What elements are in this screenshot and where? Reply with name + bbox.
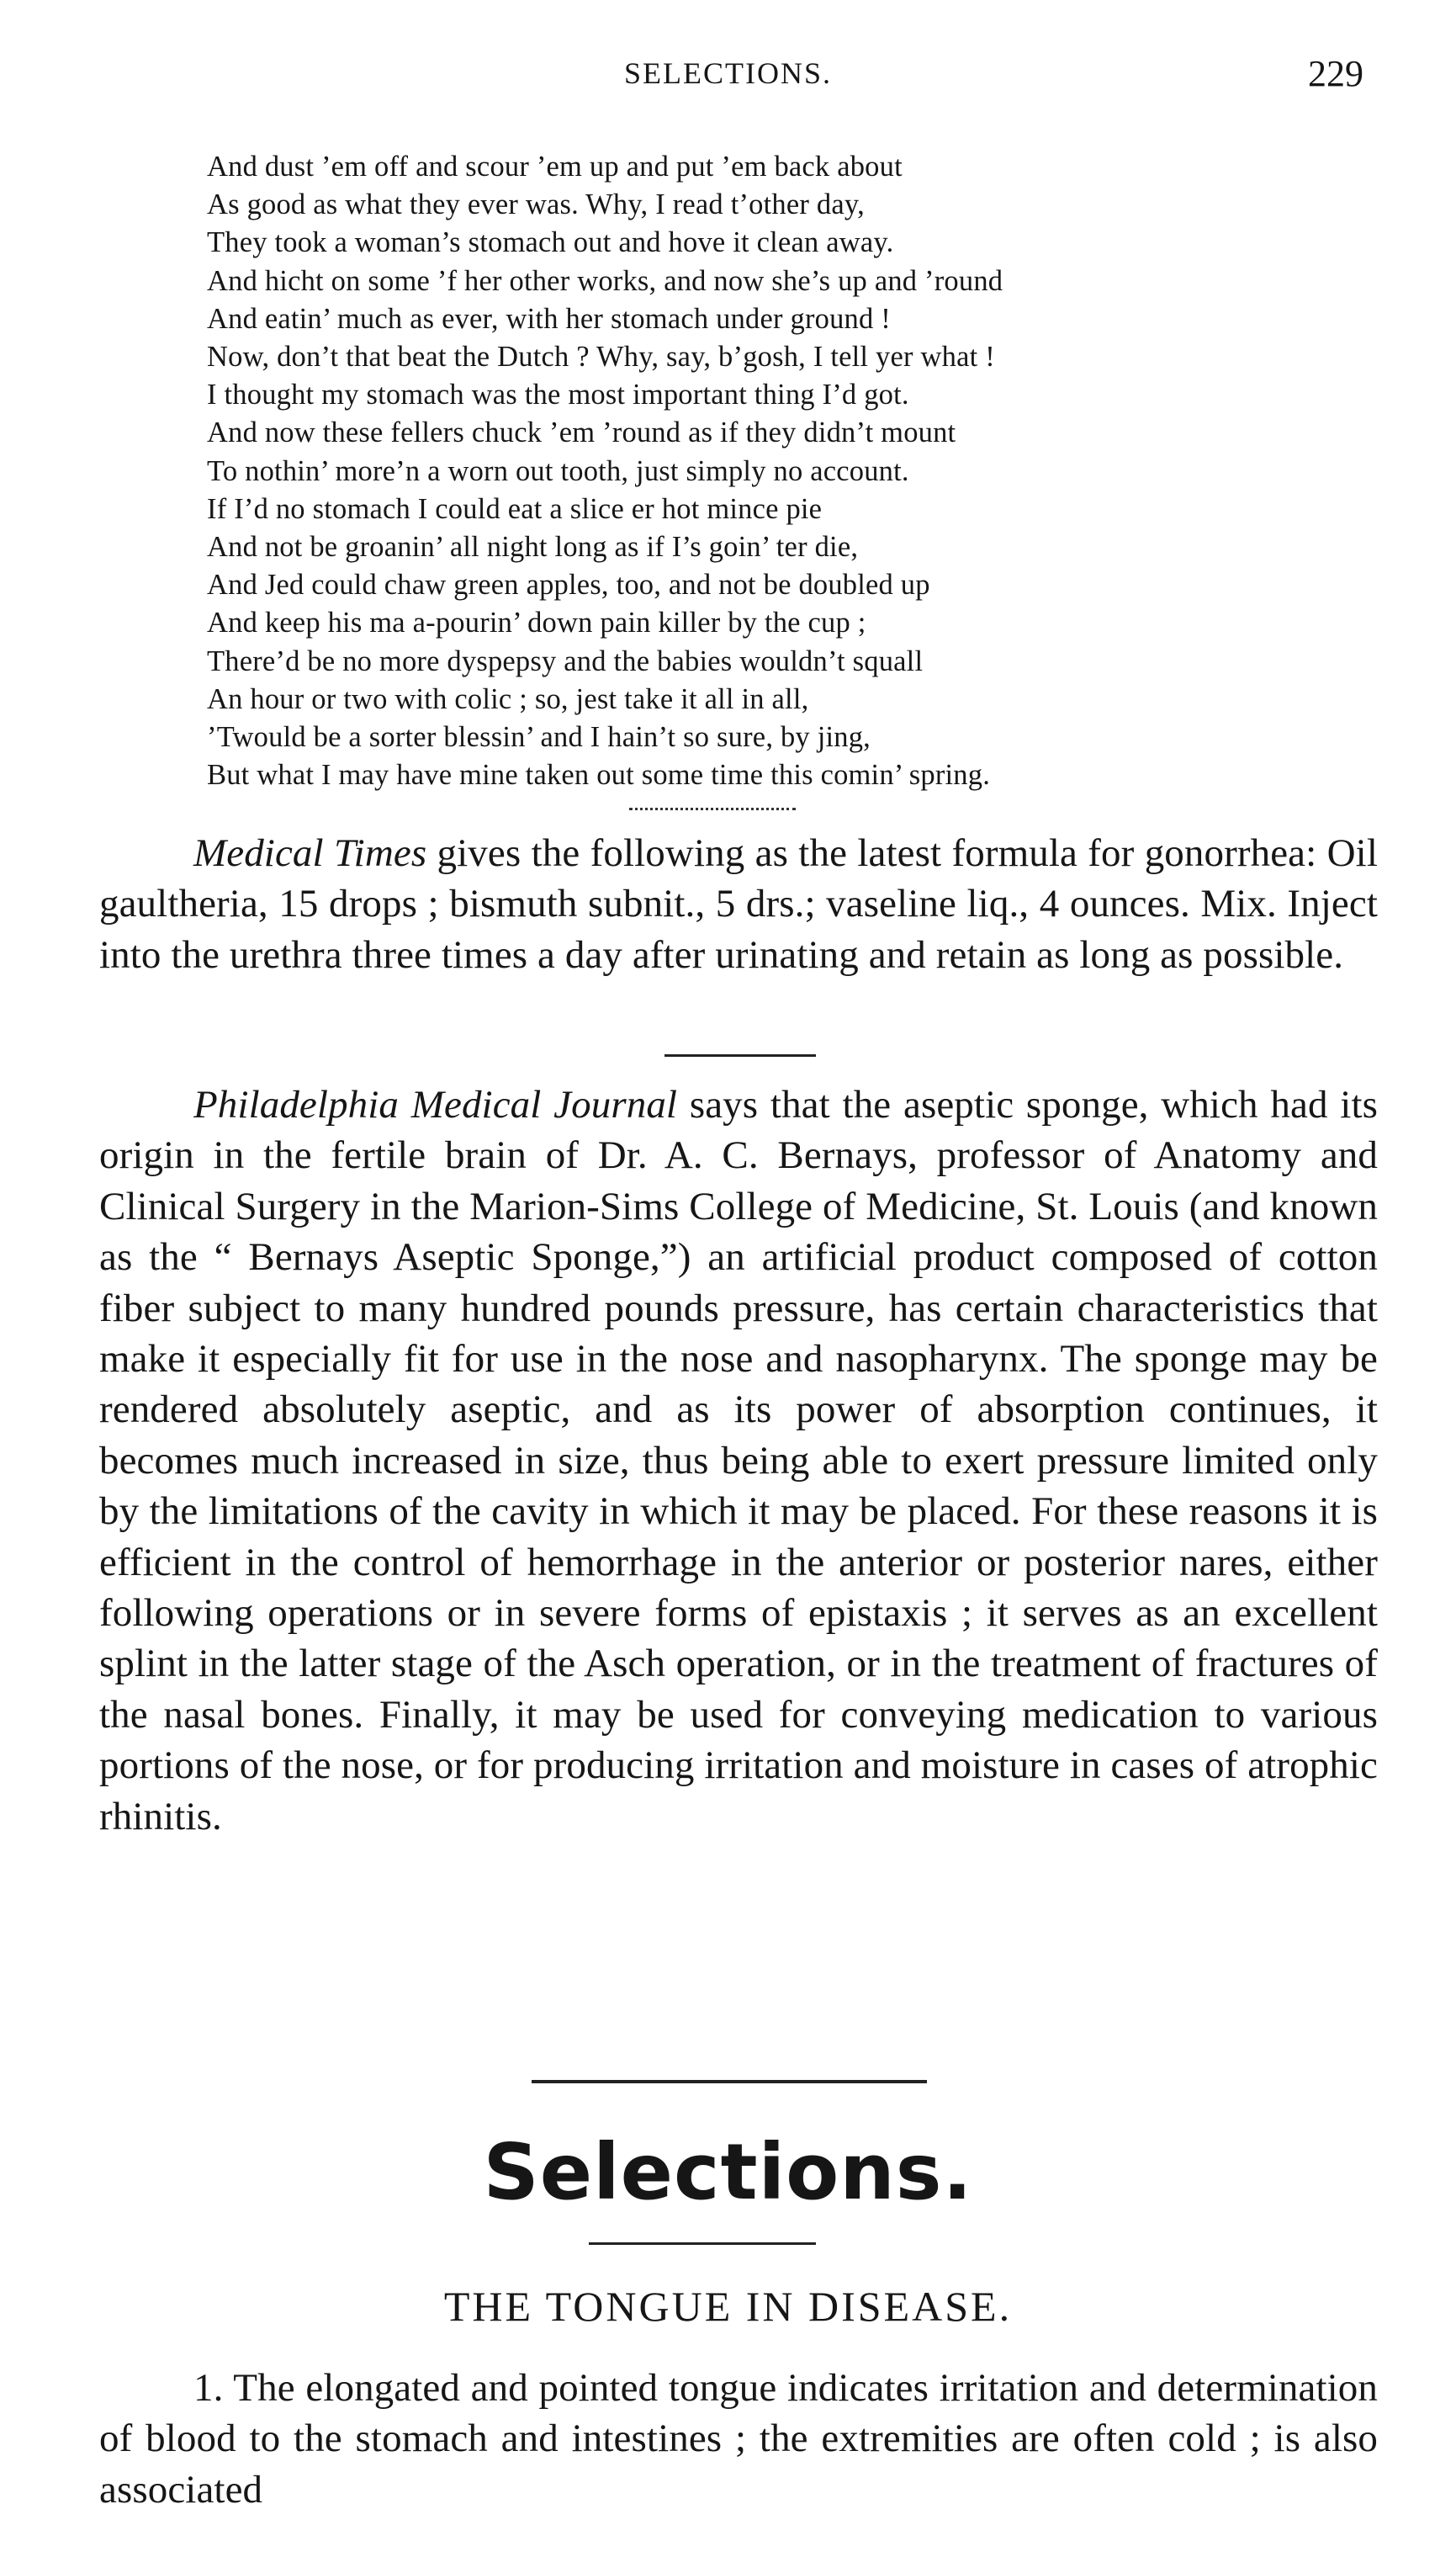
tongue-paragraph (99, 2363, 1378, 2515)
poem-line: If I’d no stomach I could eat a slice er hot mince pie (207, 492, 823, 525)
poem-line: And hicht on some ’f her other works, and now she’s up and ’round (207, 264, 1003, 297)
poem-line: They took a woman’s stomach out and hove it clean away. (207, 226, 894, 259)
page-number: 229 (1308, 53, 1363, 94)
section-divider-rule (532, 2080, 927, 2083)
paragraph-text: 1. The elongated and pointed tongue indicates irritation and determination of blood to the stomach and intestines ; the extremities are often cold ; is also associated (99, 2366, 1378, 2512)
section-heading: Selections. (483, 2127, 973, 2217)
poem-line: There’d be no more dyspepsy and the babies wouldn’t squall (207, 645, 924, 677)
source-title: Medical Times (193, 831, 427, 875)
poem-line: But what I may have mine taken out some time this comin’ spring. (207, 759, 991, 792)
article-heading: THE TONGUE IN DISEASE. (443, 2283, 1013, 2330)
source-title: Philadelphia Medical Journal (193, 1083, 678, 1127)
poem-line: And keep his ma a-pourin’ down pain killer by the cup ; (207, 607, 866, 639)
poem-line: Now, don’t that beat the Dutch ? Why, say, b’gosh, I tell yer what ! (207, 341, 995, 374)
poem-line: As good as what they ever was. Why, I read t’other day, (207, 188, 865, 221)
poem-line: And Jed could chaw green apples, too, and not be doubled up (207, 569, 930, 602)
medical-times-paragraph (99, 828, 1378, 980)
poem-line: To nothin’ more’n a worn out tooth, just simply no account. (207, 454, 909, 487)
poem-line: And eatin’ much as ever, with her stomach under ground ! (207, 302, 891, 335)
poem-line: I thought my stomach was the most important thing I’d got. (207, 379, 909, 411)
poem-line: And not be groanin’ all night long as if I’s goin’ ter die, (207, 531, 859, 564)
poem-line: ’Twould be a sorter blessin’ and I hain’t so sure, by jing, (207, 721, 871, 754)
divider-rule (664, 1054, 816, 1057)
poem-line: And dust ’em off and scour ’em up and put ’em back about (207, 151, 903, 183)
dialect-poem (207, 148, 1368, 794)
paragraph-text: gives the following as the latest formula for gonorrhea: Oil gaultheria, 15 drops ; bismuth subnit., 5 drs.; vaseline liq., 4 ounces. Mix. Inject into the urethra three times a day after urinating and retain as long as possible. (99, 831, 1378, 977)
philadelphia-journal-paragraph (99, 1080, 1378, 1842)
running-header (0, 49, 1456, 99)
poem-line: An hour or two with colic ; so, jest take it all in all, (207, 682, 809, 715)
paragraph-text: says that the aseptic sponge, which had its origin in the fertile brain of Dr. A. C. Bernays, professor of Anatomy and Clinical Surgery in the Marion-Sims College of Medicine, St. Louis (and known as the “ Bernays Aseptic Sponge,”) an artificial product composed of cotton fiber subject to many hundred pounds pressure, has certain characteristics that make it especially fit for use in the nose and nasopharynx. The sponge may be rendered absolutely aseptic, and as its power of absorption continues, it becomes much increased in size, thus being able to exert pressure limited only by the limitations of the cavity in which it may be placed. For these reasons it is efficient in the control of hemorrhage in the anterior or posterior nares, either following operations or in severe forms of epistaxis ; it serves as an excellent splint in the latter stage of the Asch operation, or in the treatment of fractures of the nasal bones. Finally, it may be used for conveying medication to various portions of the nose, or for producing irritation and moisture in cases of atrophic rhinitis. (99, 1083, 1378, 1838)
running-title: SELECTIONS. (624, 56, 832, 90)
dotted-divider (629, 808, 796, 810)
poem-line: And now these fellers chuck ’em ’round as if they didn’t mount (207, 416, 956, 449)
heading-divider-rule (589, 2242, 816, 2245)
